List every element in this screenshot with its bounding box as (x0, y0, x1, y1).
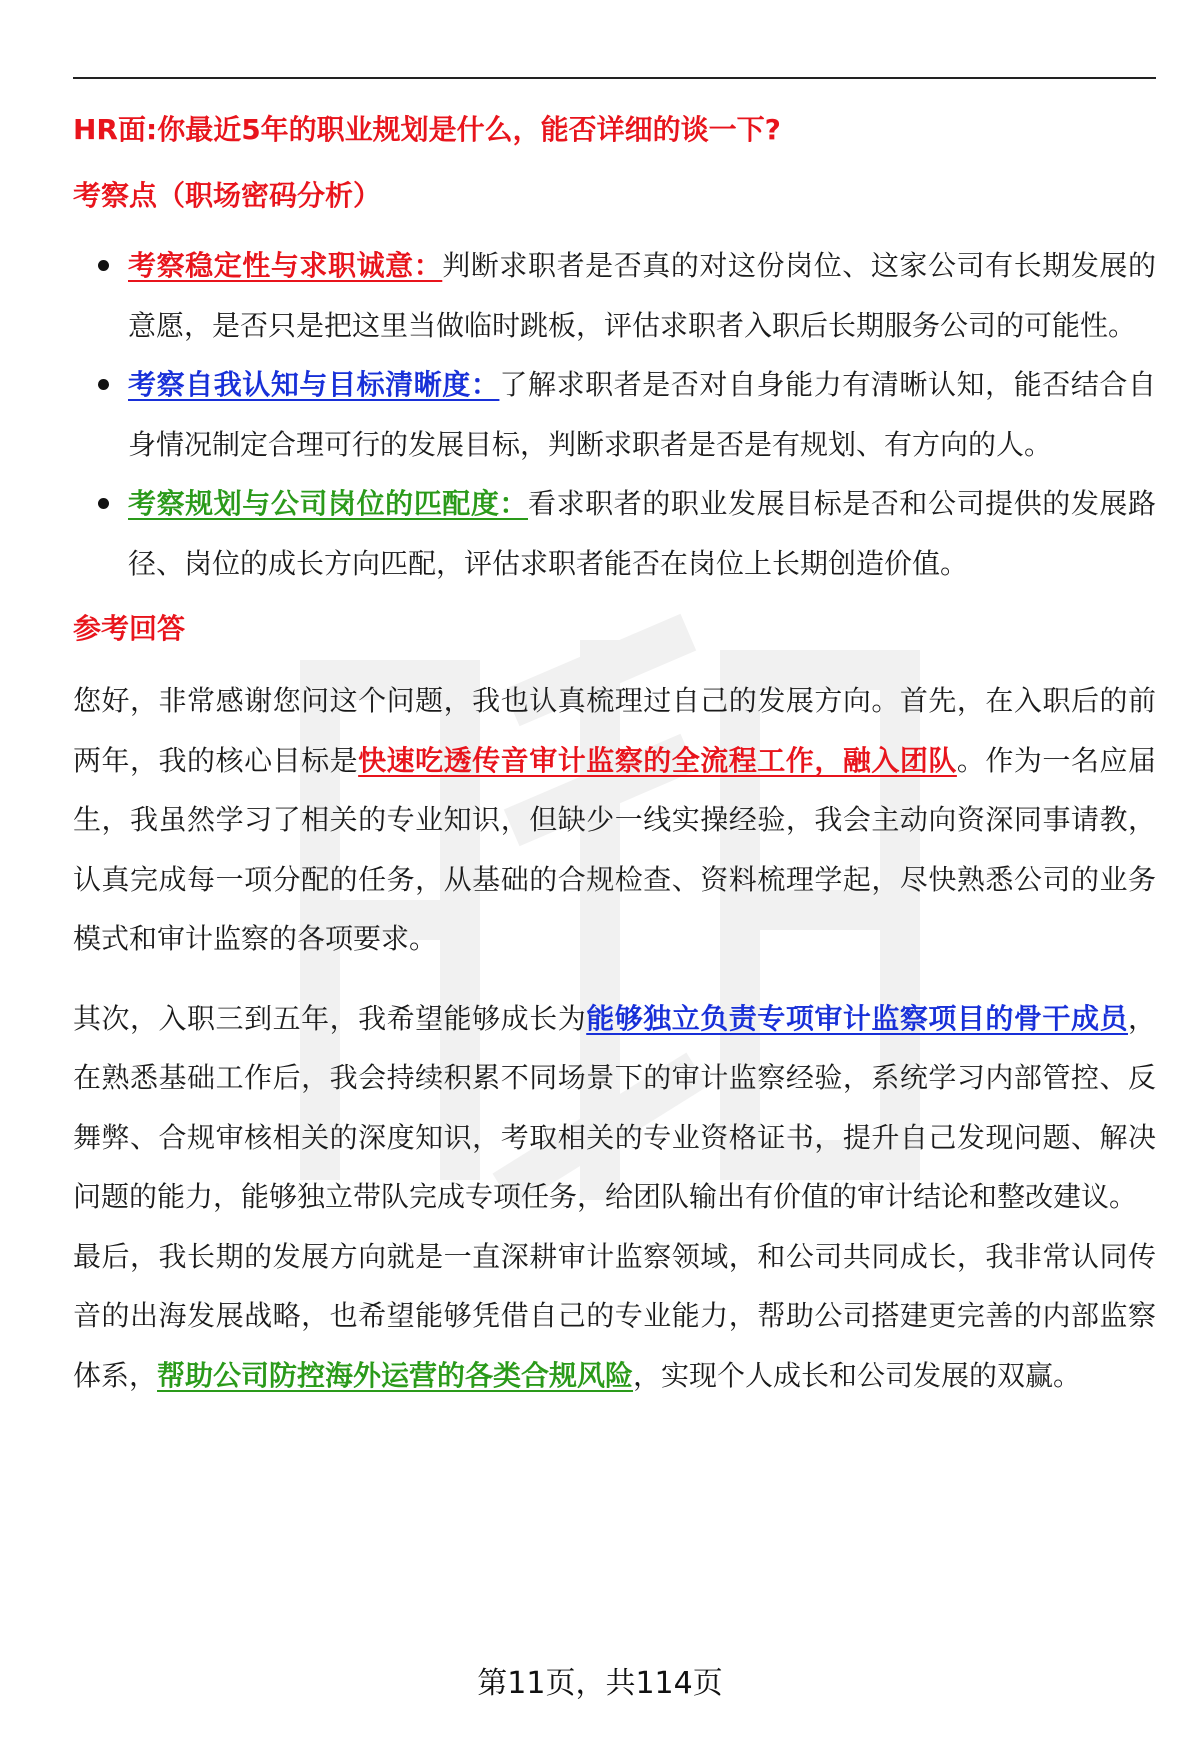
highlight-text: 能够独立负责专项审计监察项目的骨干成员 (586, 1001, 1128, 1035)
analysis-point-stability (73, 236, 1156, 355)
bullet-icon (98, 379, 109, 390)
highlight-text: 帮助公司防控海外运营的各类合规风险 (157, 1358, 634, 1392)
point-text: 判断求职者是否真的对这份岗位、这家公司有长期发展的意愿，是否只是把这里当做临时跳板，评估求职者入职后长期服务公司的可能性。 (128, 249, 1156, 342)
bullet-icon (98, 260, 109, 271)
bullet-icon (98, 498, 109, 509)
page-number: 第11页，共114页 (477, 1666, 723, 1701)
point-label: 考察稳定性与求职诚意： (128, 249, 443, 282)
point-label: 考察规划与公司岗位的匹配度： (128, 487, 528, 520)
paragraph-text: ，实现个人成长和公司发展的双赢。 (633, 1358, 1082, 1392)
answer-heading: 参考回答 (73, 612, 186, 645)
paragraph-text: 其次，入职三到五年，我希望能够成长为 (73, 1001, 587, 1035)
analysis-heading: 考察点（职场密码分析） (73, 179, 382, 212)
header-rule (73, 77, 1156, 79)
answer-paragraph-1 (73, 671, 1156, 969)
point-text: 了解求职者是否对自身能力有清晰认知，能否结合自身情况制定合理可行的发展目标，判断求职者是否是有规划、有方向的人。 (128, 368, 1156, 461)
point-text: 看求职者的职业发展目标是否和公司提供的发展路径、岗位的成长方向匹配，评估求职者能否在岗位上长期创造价值。 (128, 487, 1156, 580)
interview-question: HR面:你最近5年的职业规划是什么，能否详细的谈一下? (73, 113, 781, 146)
highlight-text: 快速吃透传音审计监察的全流程工作，融入团队 (358, 743, 957, 777)
paragraph-text: ，在熟悉基础工作后，我会持续积累不同场景下的审计监察经验，系统学习内部管控、反舞弊、合规审核相关的深度知识，考取相关的专业资格证书，提升自己发现问题、解决问题的能力，能够独立带队完成专项任务，给团队输出有价值的审计结论和整改建议。 (73, 1001, 1156, 1213)
page-content (73, 108, 1156, 1405)
paragraph-text: 最后，我长期的发展方向就是一直深耕审计监察领域，和公司共同成长，我非常认同传音的出海发展战略，也希望能够凭借自己的专业能力，帮助公司搭建更完善的内部监察体系， (73, 1239, 1156, 1392)
paragraph-text: 。作为一名应届生，我虽然学习了相关的专业知识，但缺少一线实操经验，我会主动向资深同事请教，认真完成每一项分配的任务，从基础的合规检查、资料梳理学起，尽快熟悉公司的业务模式和审计监察的各项要求。 (73, 743, 1156, 955)
paragraph-text: 您好，非常感谢您问这个问题，我也认真梳理过自己的发展方向。首先，在入职后的前两年，我的核心目标是 (73, 684, 1156, 777)
answer-paragraph-3 (73, 1227, 1156, 1406)
answer-paragraph-2 (73, 989, 1156, 1227)
analysis-point-self-awareness (73, 355, 1156, 474)
analysis-points (73, 236, 1156, 593)
analysis-point-job-fit (73, 474, 1156, 593)
point-label: 考察自我认知与目标清晰度： (128, 368, 500, 401)
